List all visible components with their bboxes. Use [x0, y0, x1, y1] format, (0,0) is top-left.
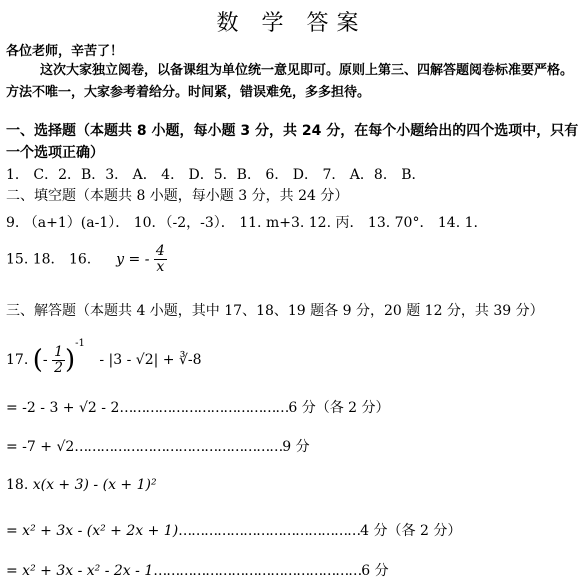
q17-fraction-num: 1 [54, 343, 63, 360]
notice-paragraph: 这次大家独立阅卷，以备课组为单位统一意见即可。原则上第三、四解答题阅卷标准要严格。方法不唯一，大家参考着给分。时间紧，错误难免，多多担待。 [6, 63, 574, 100]
q17-fraction-den: 2 [54, 359, 63, 376]
q18-expression [6, 477, 579, 493]
q17-exponent: -1 [75, 338, 85, 349]
greeting: 各位老师，辛苦了！ [6, 44, 124, 59]
q17-step1-score: 6 分（各 2 分） [288, 400, 390, 416]
section1-heading: 一、选择题（本题共 8 小题，每小题 3 分，共 24 分，在每个小题给出的四个选项中，只有一个选项正确） [6, 123, 579, 161]
q17-rest: - |3 - √2| + ∛-8 [99, 352, 202, 368]
fraction-denominator: x [156, 259, 165, 275]
section2-answers-row-a: 9. （a+1）(a-1）． 10．（-2，-3）． 11. m+3. 12. 丙． 13. 70°． 14. 1. [6, 215, 478, 231]
q17-expression: 17. (- $\frac{1}{2}$ )$^{-1}$ - |3 - √2| + ∛-8 [6, 338, 202, 376]
q17-step2-score: 9 分 [282, 439, 310, 455]
q18-step2: = x² + 3x - x² - 2x - 1…………………………………………6 分 [6, 563, 389, 579]
q17-step1: = -2 - 3 + √2 - 2…………………………………6 分（各 2 分） [6, 400, 390, 416]
section1-answers: 1． C．2．B．3． A． 4． D．5．B． 6． D． 7． A．8． B． [6, 167, 426, 183]
section3-heading: 三、解答题（本题共 4 小题，其中 17、18、19 题各 9 分，20 题 12 分，共 39 分） [6, 303, 544, 319]
q18-step1-score: 4 分（各 2 分） [360, 523, 462, 539]
q18-label: 18. [6, 477, 29, 493]
q17-step1-expr: = -2 - 3 + √2 - 2 [6, 400, 120, 416]
fraction-4-over-x [154, 244, 167, 275]
q18-expr: x(x + 3) - (x + 1)² [32, 477, 157, 493]
q18-step1-expr: = x² + 3x - (x² + 2x + 1) [6, 523, 179, 539]
page-title: 数 学 答案 [216, 11, 367, 36]
section2-answers-row-b [6, 244, 579, 275]
section2-heading: 二、填空题（本题共 8 小题，每小题 3 分，共 24 分） [6, 188, 349, 204]
fraction-numerator: 4 [155, 243, 165, 259]
q17-fraction [52, 345, 65, 376]
q17-step2: = -7 + √2…………………………………………9 分 [6, 439, 310, 455]
q18-step1: = x² + 3x - (x² + 2x + 1)……………………………………4 分（各 2 分） [6, 523, 462, 539]
row-b-prefix: 15. 18． 16. [6, 251, 92, 268]
q17-step2-expr: = -7 + √2 [6, 439, 75, 455]
y-equals: y = - [116, 251, 150, 268]
q17-label: 17. [6, 352, 29, 368]
q18-step2-score: 6 分 [361, 563, 389, 579]
q18-step2-expr: = x² + 3x - x² - 2x - 1 [6, 563, 154, 579]
